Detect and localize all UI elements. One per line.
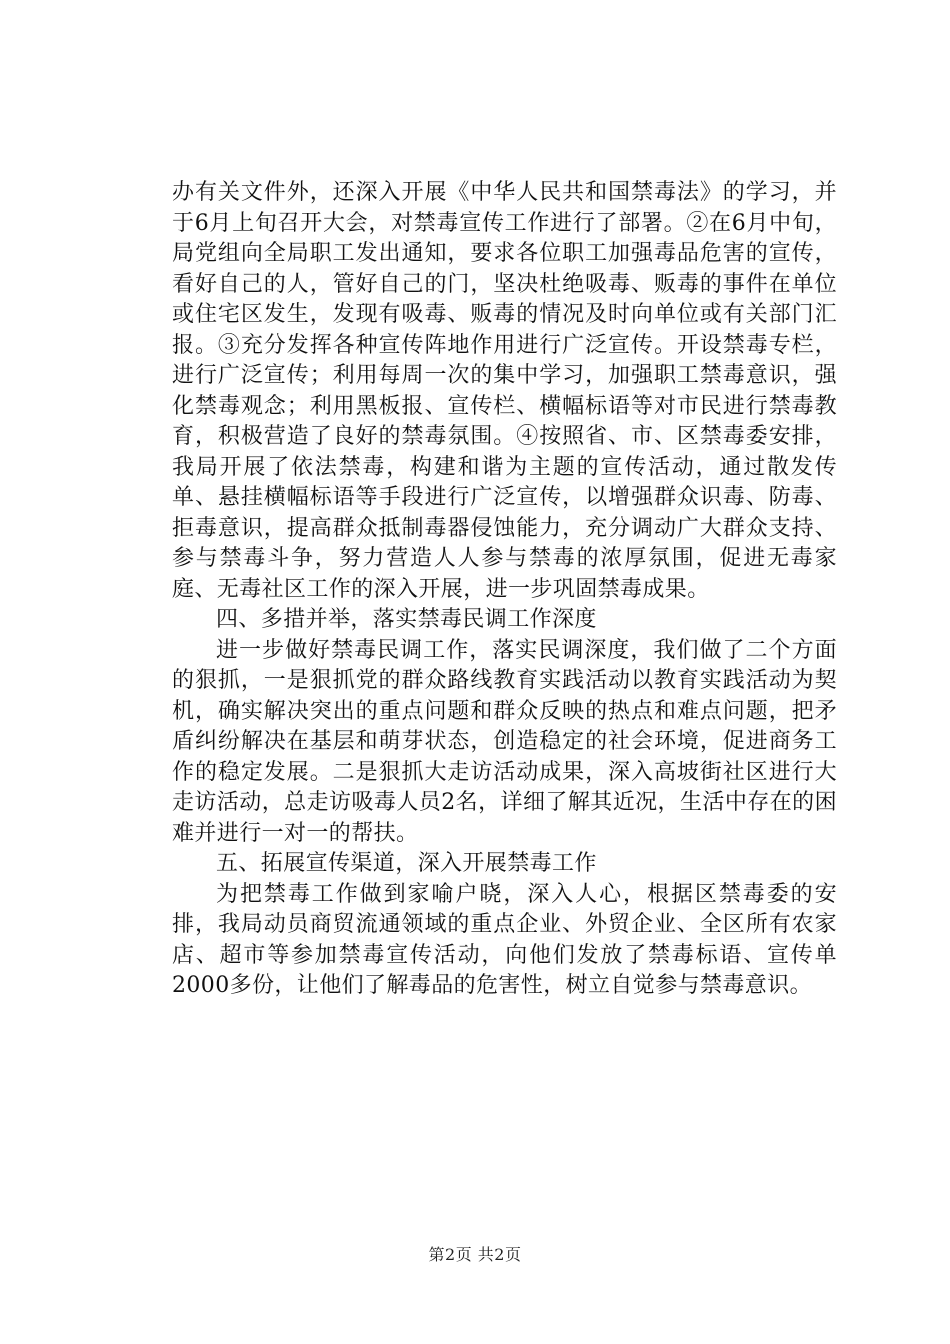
paragraph-section-four: 进一步做好禁毒民调工作，落实民调深度，我们做了二个方面的狠抓，一是狠抓党的群众路线教育实践活动以教育实践活动为契机，确实解决突出的重点问题和群众反映的热点和难点问题，把矛盾纠纷解决在基层和萌芽状态，创造稳定的社会环境，促进商务工作的稳定发展。二是狠抓大走访活动成果，深入高坡街社区进行大走访活动，总走访吸毒人员2名，详细了解其近况，生活中存在的困难并进行一对一的帮扶。: [172, 637, 837, 846]
section-heading-four: 四、多措并举，落实禁毒民调工作深度: [216, 607, 597, 632]
paragraph-continuation: 办有关文件外，还深入开展《中华人民共和国禁毒法》的学习，并于6月上旬召开大会，对禁毒宣传工作进行了部署。②在6月中旬，局党组向全局职工发出通知，要求各位职工加强毒品危害的宣传，看好自己的人，管好自己的门，坚决杜绝吸毒、贩毒的事件在单位或住宅区发生，发现有吸毒、贩毒的情况及时向单位或有关部门汇报。③充分发挥各种宣传阵地作用进行广泛宣传。开设禁毒专栏，进行广泛宣传；利用每周一次的集中学习，加强职工禁毒意识，强化禁毒观念；利用黑板报、宣传栏、横幅标语等对市民进行禁毒教育，积极营造了良好的禁毒氛围。④按照省、市、区禁毒委安排，我局开展了依法禁毒，构建和谐为主题的宣传活动，通过散发传单、悬挂横幅标语等手段进行广泛宣传，以增强群众识毒、防毒、拒毒意识，提高群众抵制毒器侵蚀能力，充分调动广大群众支持、参与禁毒斗争，努力营造人人参与禁毒的浓厚氛围，促进无毒家庭、无毒社区工作的深入开展，进一步巩固禁毒成果。: [172, 180, 837, 602]
paragraph-section-five: 为把禁毒工作做到家喻户晓，深入人心，根据区禁毒委的安排，我局动员商贸流通领域的重点企业、外贸企业、全区所有农家店、超市等参加禁毒宣传活动，向他们发放了禁毒标语、宣传单2000多份，让他们了解毒品的危害性，树立自觉参与禁毒意识。: [172, 881, 837, 998]
section-heading-five: 五、拓展宣传渠道，深入开展禁毒工作: [216, 851, 597, 876]
document-body: [172, 178, 837, 1002]
page-number-footer: 第2页 共2页: [428, 1245, 522, 1264]
